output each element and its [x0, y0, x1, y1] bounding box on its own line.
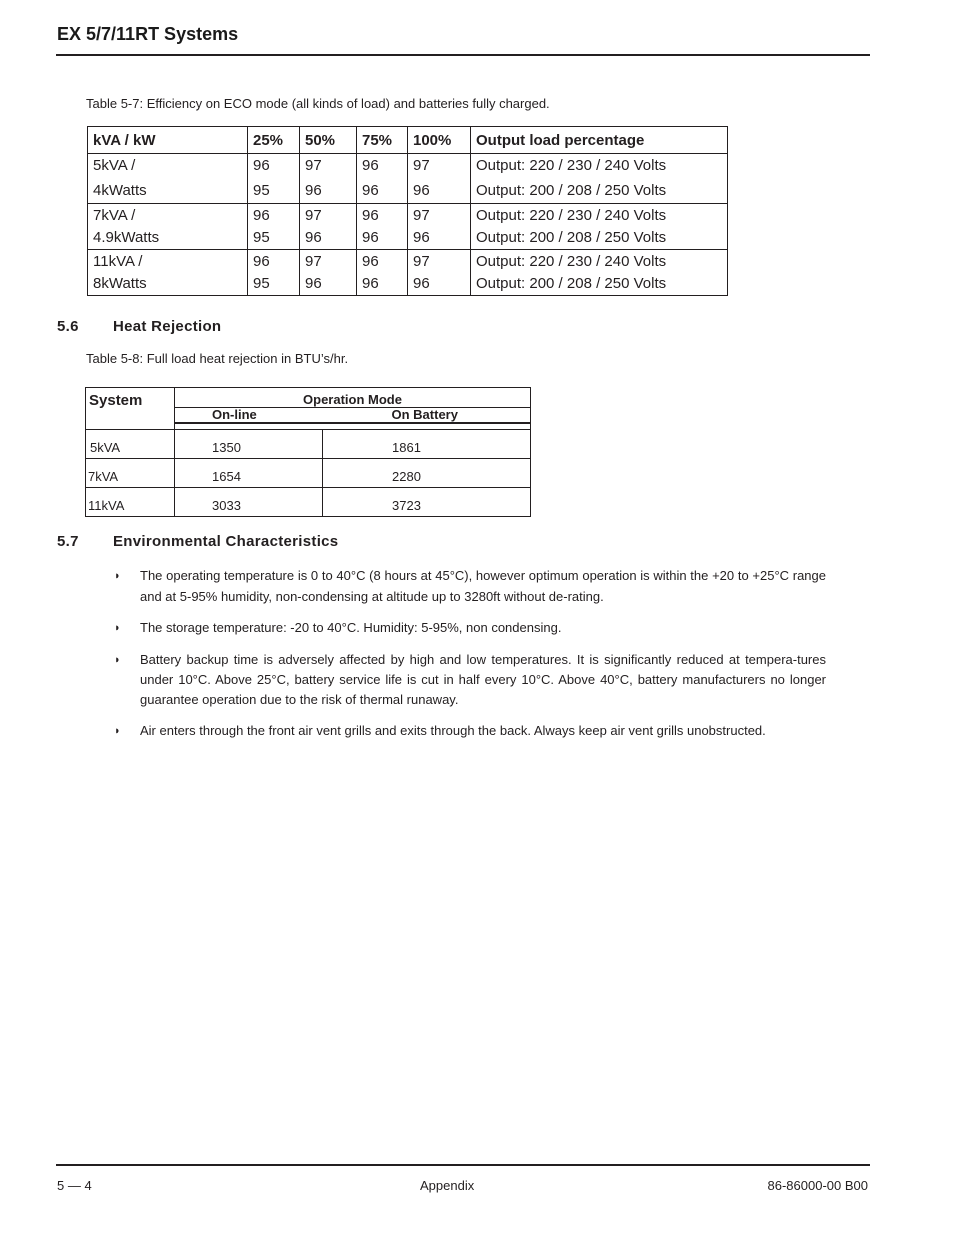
model-cell: [88, 250, 248, 296]
col-header-online: On-line: [175, 408, 323, 423]
col-header-system: System: [86, 388, 175, 430]
value-cell: [300, 250, 357, 296]
system-cell: 7kVA: [86, 458, 175, 487]
section-number: 5.6: [57, 318, 79, 335]
bullet-marker-icon: ◗: [114, 622, 121, 634]
list-item-text: Air enters through the front air vent grills and exits through the back. Always keep air vent grills unobstructed.: [140, 722, 766, 738]
section-number: 5.7: [57, 533, 79, 550]
output-line: Output: 200 / 208 / 250 Volts: [476, 182, 667, 199]
list-item-text: Battery backup time is adversely affected by high and low temperatures. It is significantly reduced at tempera-tures under 10°C. Above 25°C, battery service life is cut in half every 10°C. Above 40°C, battery manufacturers no longer guarantee operation due to the risk of thermal runaway.: [140, 651, 826, 707]
battery-cell: 3723: [323, 487, 531, 516]
bullet-marker-icon: ◗: [114, 724, 121, 737]
battery-cell: 1861: [323, 429, 531, 458]
list-item: [114, 721, 826, 742]
value-cell: [248, 250, 300, 296]
table-5-8-caption: Table 5-8: Full load heat rejection in BTU’s/hr.: [86, 351, 349, 366]
document-number: 86-86000-00 B00: [767, 1178, 868, 1193]
col-header-on-battery: On Battery: [323, 408, 531, 423]
output-cell: [471, 154, 728, 204]
value: 96: [253, 253, 270, 270]
table-5-7-caption: Table 5-7: Efficiency on ECO mode (all kinds of load) and batteries fully charged.: [86, 96, 550, 111]
col-header-50: 50%: [300, 127, 357, 154]
col-header-75: 75%: [357, 127, 408, 154]
value: 96: [413, 229, 430, 246]
col-header-output: Output load percentage: [471, 127, 728, 154]
table-header-row: [88, 127, 728, 154]
list-item-text: The operating temperature is 0 to 40°C (8 hours at 45°C), however optimum operation is within the +20 to +25°C range and at 5-95% humidity, non-condensing at altitude up to 3280ft without de-rating.: [140, 568, 826, 604]
value: 97: [305, 253, 322, 270]
value-cell: [248, 204, 300, 250]
page-number: 5 — 4: [57, 1178, 92, 1193]
list-item-text: The storage temperature: -20 to 40°C. Humidity: 5-95%, non condensing.: [140, 620, 562, 635]
value: 97: [413, 207, 430, 224]
output-line: Output: 220 / 230 / 240 Volts: [476, 253, 667, 270]
value: 96: [362, 157, 379, 174]
value: 97: [413, 157, 430, 174]
output-line: Output: 200 / 208 / 250 Volts: [476, 275, 667, 292]
table-row: [88, 250, 728, 296]
value: 96: [305, 275, 322, 292]
online-cell: 3033: [175, 487, 323, 516]
bullet-marker-icon: ◗: [114, 653, 121, 666]
value: 96: [362, 229, 379, 246]
model-line: 11kVA /: [93, 253, 143, 270]
list-item: [114, 566, 826, 607]
model-line: 4.9kWatts: [93, 229, 160, 246]
output-line: Output: 200 / 208 / 250 Volts: [476, 229, 667, 246]
value: 96: [362, 207, 379, 224]
model-line: 7kVA /: [93, 207, 136, 224]
model-cell: [88, 204, 248, 250]
value-cell: [248, 154, 300, 204]
value: 95: [253, 182, 270, 199]
value: 97: [305, 207, 322, 224]
value-cell: [408, 204, 471, 250]
output-cell: [471, 204, 728, 250]
section-title: Environmental Characteristics: [113, 533, 339, 550]
environment-bullet-list: [114, 566, 826, 752]
model-cell: [88, 154, 248, 204]
list-item: [114, 618, 826, 639]
value: 96: [362, 275, 379, 292]
col-header-kva-kw: kVA / kW: [88, 127, 248, 154]
value: 95: [253, 275, 270, 292]
col-header-25: 25%: [248, 127, 300, 154]
page-title: EX 5/7/11RT Systems: [57, 24, 239, 44]
footer-section: Appendix: [420, 1178, 475, 1193]
value: 96: [305, 229, 322, 246]
value-cell: [300, 204, 357, 250]
value: 97: [413, 253, 430, 270]
value-cell: [357, 250, 408, 296]
value: 96: [305, 182, 322, 199]
bullet-marker-icon: ◗: [114, 570, 121, 582]
value: 96: [253, 157, 270, 174]
heat-rejection-table: [85, 387, 531, 517]
value: 96: [253, 207, 270, 224]
system-cell: 5kVA: [86, 429, 175, 458]
header-rule: [56, 54, 870, 56]
value-cell: [408, 154, 471, 204]
value: 96: [362, 253, 379, 270]
output-line: Output: 220 / 230 / 240 Volts: [476, 207, 667, 224]
table-row: [86, 487, 531, 516]
col-header-operation-mode: Operation Mode: [175, 388, 531, 408]
footer-rule: [56, 1164, 870, 1166]
model-line: 5kVA /: [93, 157, 136, 174]
model-line: 4kWatts: [93, 182, 147, 199]
value: 96: [413, 275, 430, 292]
model-line: 8kWatts: [93, 275, 147, 292]
value-cell: [300, 154, 357, 204]
table-row: [88, 204, 728, 250]
table-row: [88, 154, 728, 204]
value-cell: [357, 204, 408, 250]
value: 97: [305, 157, 322, 174]
online-cell: 1350: [175, 429, 323, 458]
table-row: [86, 458, 531, 487]
value: 96: [362, 182, 379, 199]
battery-cell: 2280: [323, 458, 531, 487]
system-cell: 11kVA: [86, 487, 175, 516]
value: 95: [253, 229, 270, 246]
output-line: Output: 220 / 230 / 240 Volts: [476, 157, 667, 174]
list-item: [114, 650, 826, 710]
output-cell: [471, 250, 728, 296]
value: 96: [413, 182, 430, 199]
value-cell: [408, 250, 471, 296]
table-row: [86, 429, 531, 458]
online-cell: 1654: [175, 458, 323, 487]
value-cell: [357, 154, 408, 204]
table-header-row: [86, 388, 531, 408]
section-title: Heat Rejection: [113, 318, 222, 335]
efficiency-table: [87, 126, 728, 296]
col-header-100: 100%: [408, 127, 471, 154]
